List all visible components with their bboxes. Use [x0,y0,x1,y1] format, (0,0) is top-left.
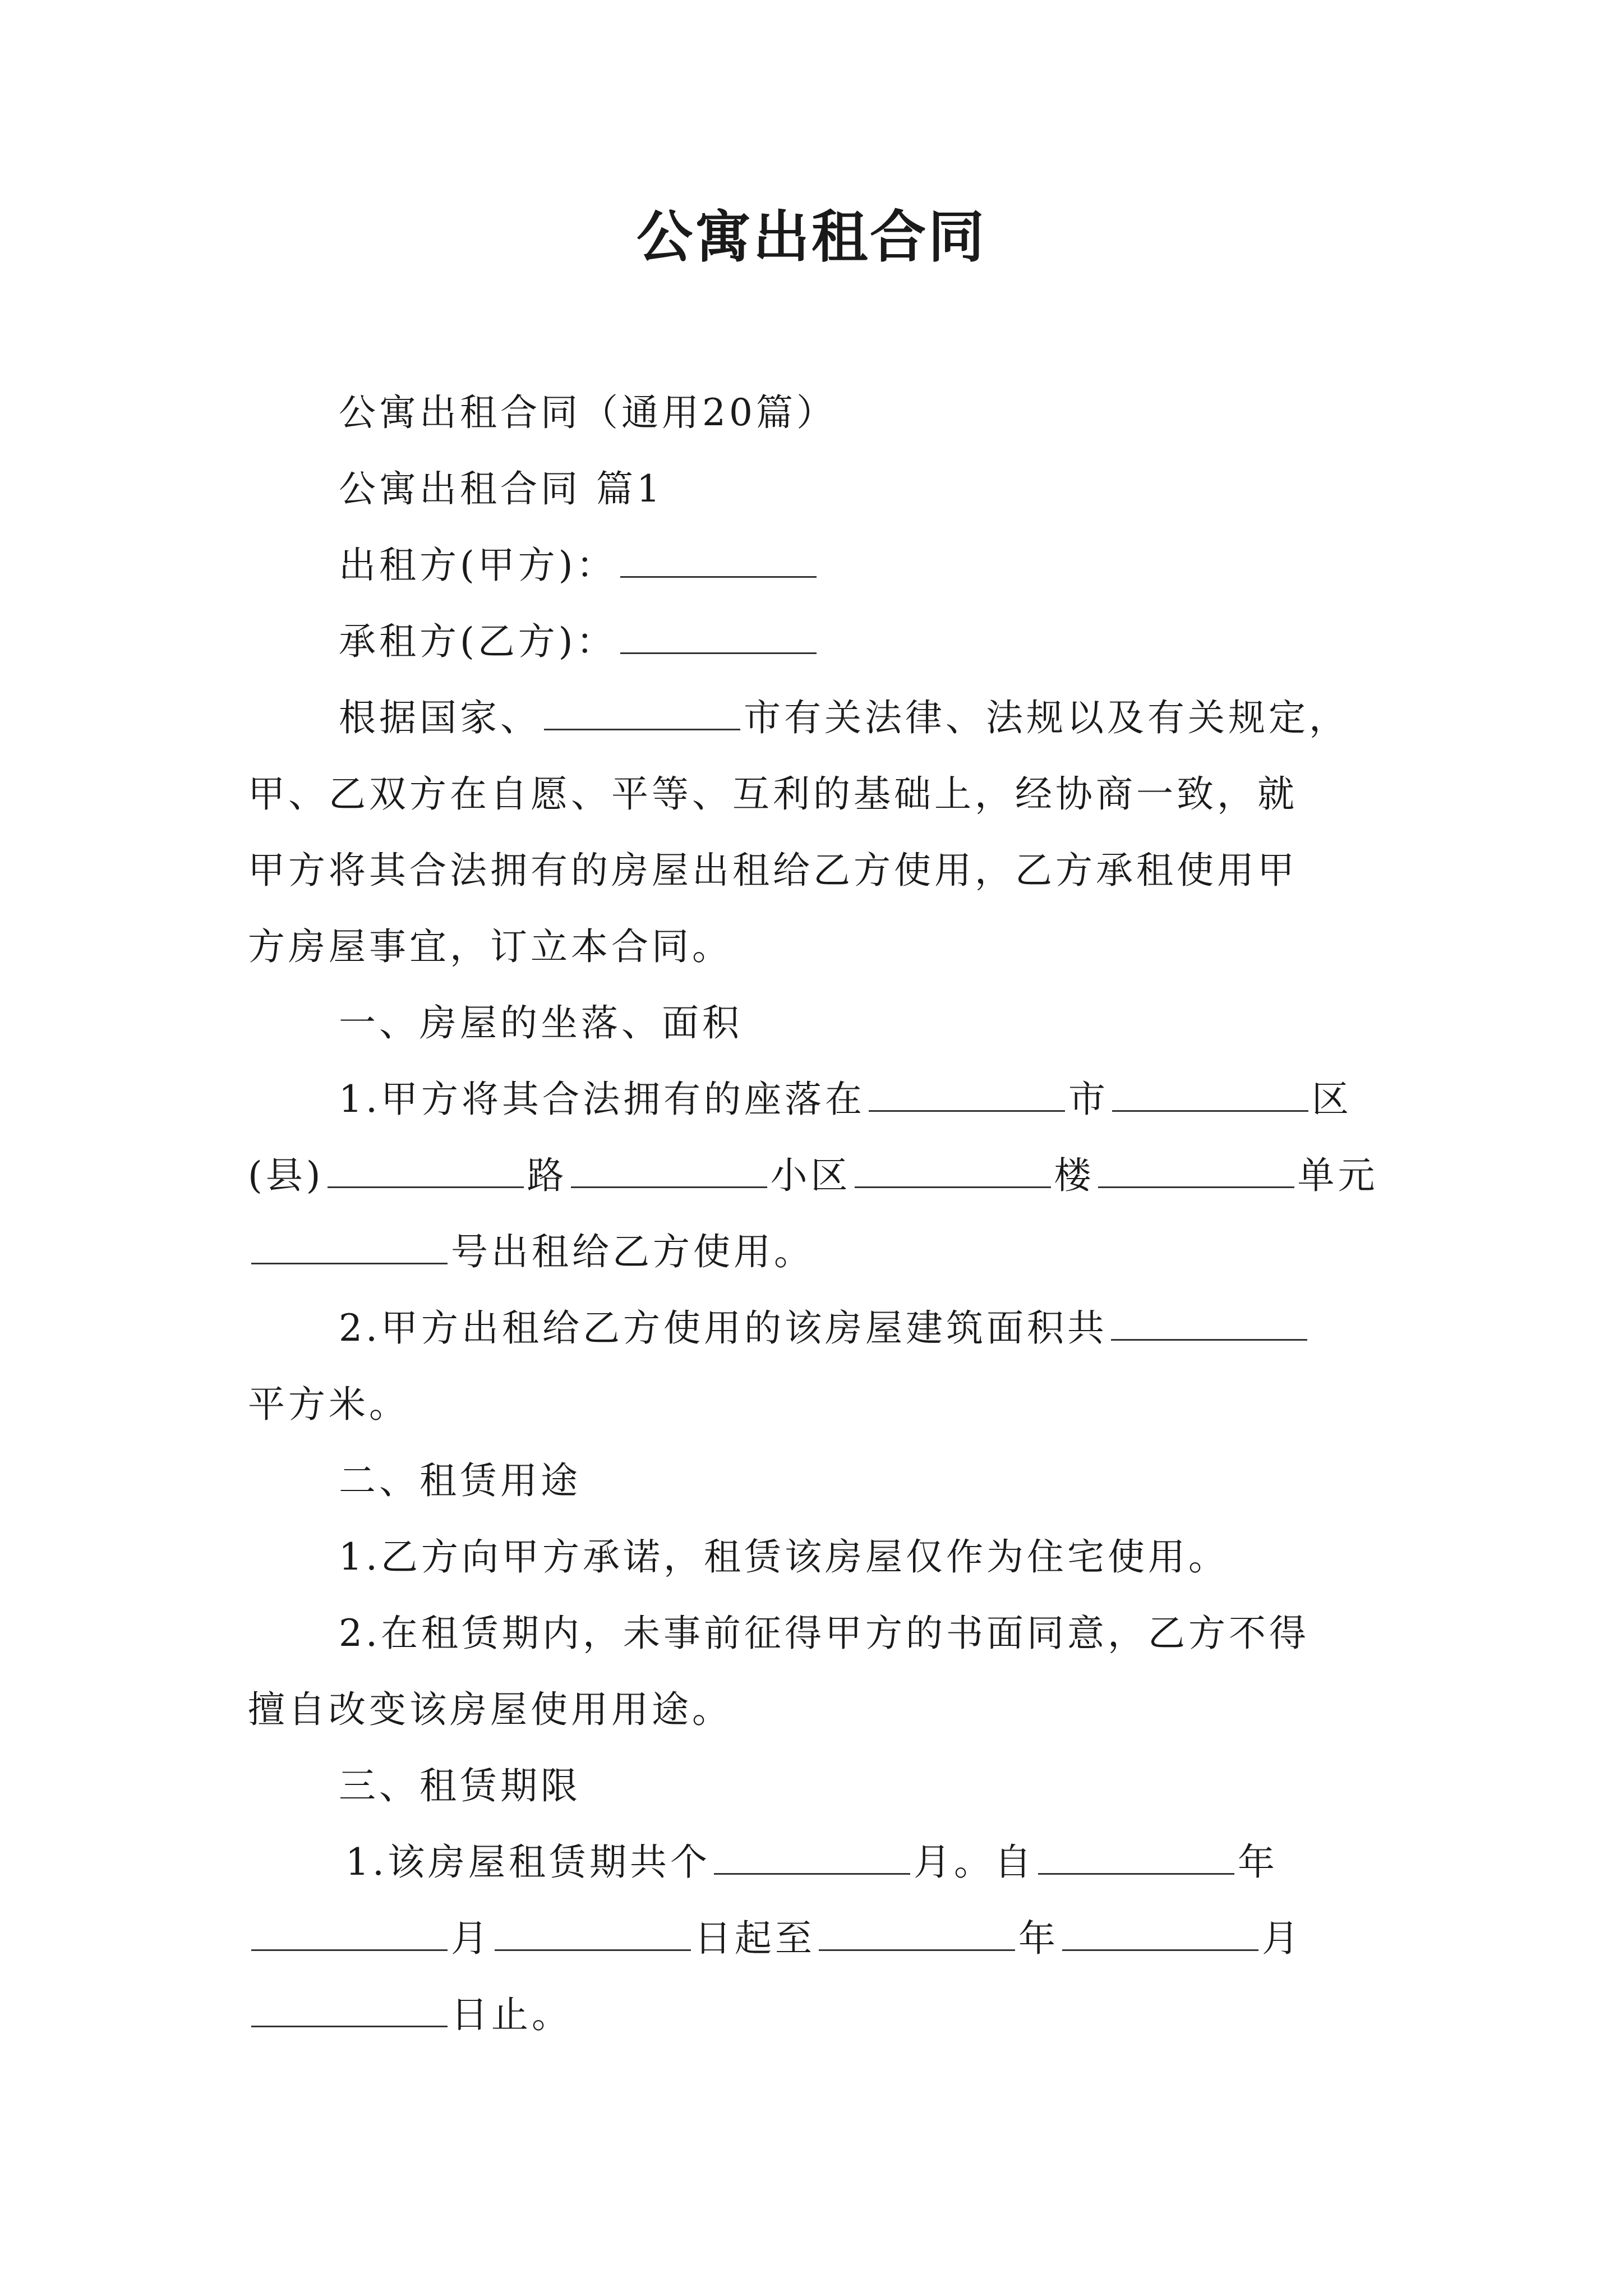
chapter-heading: 公寓出租合同 篇1 [339,467,663,510]
intro-line-1 [339,691,1349,745]
community-blank [571,1183,767,1188]
lessee-line [339,615,820,669]
clause-text: 号出租给乙方使用。 [451,1230,814,1273]
document-title: 公寓出租合同 [637,204,986,270]
clause-text: 年 [1237,1841,1278,1884]
intro-text: 市有关法律、法规以及有关规定， [744,696,1349,739]
clause-text: 2.甲方出租给乙方使用的该房屋建筑面积共 [339,1306,1108,1350]
clause-text: 1.该房屋租赁期共个 [345,1841,711,1884]
lessor-line [339,539,820,592]
section-3-item-1-line-1 [345,1835,1278,1889]
city-blank [869,1107,1065,1112]
clause-text: 楼 [1054,1154,1095,1197]
clause-text: 日止。 [451,1993,572,2036]
city-blank [544,725,740,730]
clause-text: 月 [1262,1917,1302,1960]
end-month-blank [1062,1946,1258,1951]
section-1-item-2-line-1 [339,1301,1311,1355]
clause-text: 年 [1018,1917,1059,1960]
section-2-item-2-line-1: 2.在租赁期内，未事前征得甲方的书面同意，乙方不得 [339,1612,1310,1655]
intro-text: 根据国家、 [339,696,541,739]
section-2-item-2-line-2: 擅自改变该房屋使用用途。 [248,1688,732,1731]
building-blank [855,1183,1051,1188]
end-day-blank [251,2022,448,2027]
clause-text: 单元 [1297,1154,1378,1197]
clause-text: 日起至 [694,1917,815,1960]
section-3-item-1-line-3 [248,1988,572,2042]
clause-text: 1.甲方将其合法拥有的座落在 [339,1078,865,1121]
clause-text: 月。自 [913,1841,1035,1884]
road-blank [328,1183,524,1188]
section-1-item-2-line-2: 平方米。 [248,1383,409,1426]
clause-text: 月 [451,1917,491,1960]
start-year-blank [1038,1870,1234,1875]
clause-text: 路 [527,1154,568,1197]
intro-line-4: 方房屋事宜，订立本合同。 [248,925,732,968]
clause-text: 市 [1068,1078,1109,1121]
area-blank [1111,1336,1307,1341]
clause-text: 区 [1311,1078,1352,1121]
intro-line-3: 甲方将其合法拥有的房屋出租给乙方使用，乙方承租使用甲 [248,849,1298,892]
subtitle: 公寓出租合同（通用20篇） [339,391,837,434]
lessor-label: 出租方(甲方)： [339,544,617,587]
district-blank [1112,1107,1308,1112]
section-1-item-1-line-3 [248,1225,814,1279]
start-month-blank [251,1946,448,1951]
section-2-item-1: 1.乙方向甲方承诺，租赁该房屋仅作为住宅使用。 [339,1535,1229,1579]
section-1-item-1-line-2 [248,1149,1378,1203]
lessee-blank [620,649,817,654]
lessee-label: 承租方(乙方)： [339,620,617,663]
clause-text: 小区 [770,1154,851,1197]
section-3-item-1-line-2 [248,1912,1302,1966]
clause-text: (县) [248,1154,324,1197]
section-1-heading: 一、房屋的坐落、面积 [339,1001,743,1045]
unit-blank [1098,1183,1294,1188]
section-3-heading: 三、租赁期限 [339,1764,581,1807]
intro-line-2: 甲、乙双方在自愿、平等、互利的基础上，经协商一致，就 [248,772,1298,816]
number-blank [251,1259,448,1264]
lessor-blank [620,573,817,578]
end-year-blank [819,1946,1015,1951]
start-day-blank [495,1946,691,1951]
months-blank [714,1870,910,1875]
section-2-heading: 二、租赁用途 [339,1459,581,1502]
section-1-item-1-line-1 [339,1073,1352,1126]
